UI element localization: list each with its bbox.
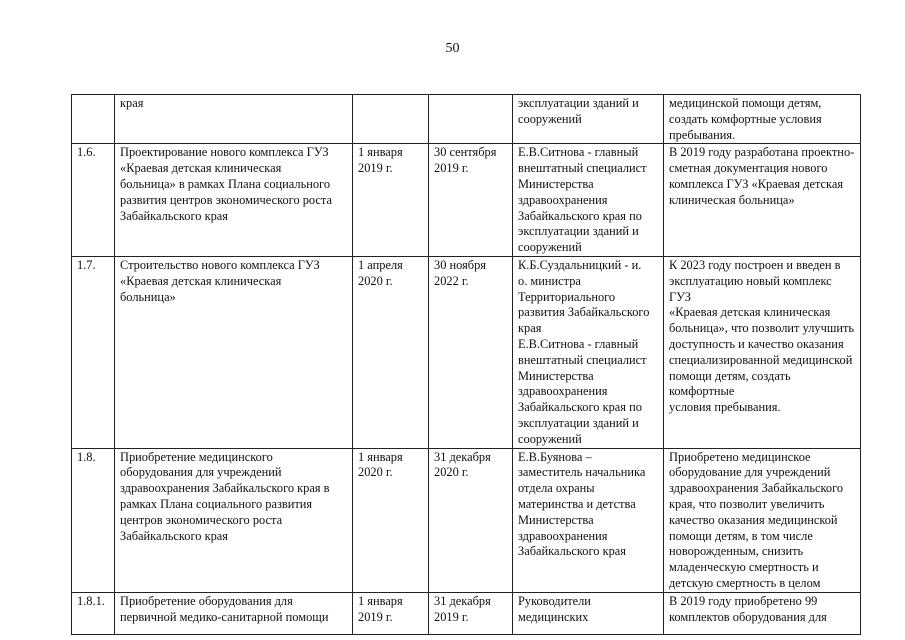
end-date-cell: 31 декабря 2020 г. <box>429 448 513 592</box>
end-date-cell: 30 сентября 2019 г. <box>429 144 513 257</box>
responsible-cell: Руководители медицинских <box>513 592 664 634</box>
result-cell: медицинской помощи детям, создать комфортные условия пребывания. <box>664 95 861 144</box>
item-number-cell: 1.8. <box>72 448 115 592</box>
activity-name-cell: Приобретение оборудования для первичной медико-санитарной помощи <box>115 592 353 634</box>
result-cell: Приобретено медицинское оборудование для учреждений здравоохранения Забайкальского края, что позволит увеличить качество оказания медицинской помощи детям, в том числе новорожденным, снизить младенческую смертность и детскую смертность в целом <box>664 448 861 592</box>
activity-plan-table <box>71 94 861 635</box>
responsible-cell: Е.В.Ситнова - главный внештатный специалист Министерства здравоохранения Забайкальского края по эксплуатации зданий и сооружений <box>513 144 664 257</box>
item-number-cell: 1.7. <box>72 256 115 448</box>
activity-name-cell: края <box>115 95 353 144</box>
item-number-cell: 1.8.1. <box>72 592 115 634</box>
table-row <box>72 144 861 257</box>
result-cell: К 2023 году построен и введен в эксплуатацию новый комплекс ГУЗ «Краевая детская клиническая больница», что позволит улучшить доступность и качество оказания специализированной медицинской помощи детям, создать комфортные условия пребывания. <box>664 256 861 448</box>
responsible-cell: эксплуатации зданий и сооружений <box>513 95 664 144</box>
start-date-cell: 1 января 2019 г. <box>353 592 429 634</box>
end-date-cell: 31 декабря 2019 г. <box>429 592 513 634</box>
start-date-cell <box>353 95 429 144</box>
item-number-cell: 1.6. <box>72 144 115 257</box>
start-date-cell: 1 апреля 2020 г. <box>353 256 429 448</box>
item-number-cell <box>72 95 115 144</box>
responsible-cell: Е.В.Буянова – заместитель начальника отдела охраны материнства и детства Министерства здравоохранения Забайкальского края <box>513 448 664 592</box>
end-date-cell <box>429 95 513 144</box>
responsible-cell: К.Б.Суздальницкий - и. о. министра Территориального развития Забайкальского края Е.В.Ситнова - главный внештатный специалист Министерства здравоохранения Забайкальского края по эксплуатации зданий и сооружений <box>513 256 664 448</box>
table-row <box>72 95 861 144</box>
end-date-cell: 30 ноября 2022 г. <box>429 256 513 448</box>
table-row <box>72 256 861 448</box>
page-number: 50 <box>445 41 460 56</box>
activity-name-cell: Приобретение медицинского оборудования для учреждений здравоохранения Забайкальского края в рамках Плана социального развития центров экономического роста Забайкальского края <box>115 448 353 592</box>
start-date-cell: 1 января 2019 г. <box>353 144 429 257</box>
start-date-cell: 1 января 2020 г. <box>353 448 429 592</box>
activity-name-cell: Строительство нового комплекса ГУЗ «Краевая детская клиническая больница» <box>115 256 353 448</box>
table-row <box>72 448 861 592</box>
activity-name-cell: Проектирование нового комплекса ГУЗ «Краевая детская клиническая больница» в рамках Плана социального развития центров экономического роста Забайкальского края <box>115 144 353 257</box>
table-row <box>72 592 861 634</box>
result-cell: В 2019 году приобретено 99 комплектов оборудования для <box>664 592 861 634</box>
result-cell: В 2019 году разработана проектно- сметная документация нового комплекса ГУЗ «Краевая детская клиническая больница» <box>664 144 861 257</box>
